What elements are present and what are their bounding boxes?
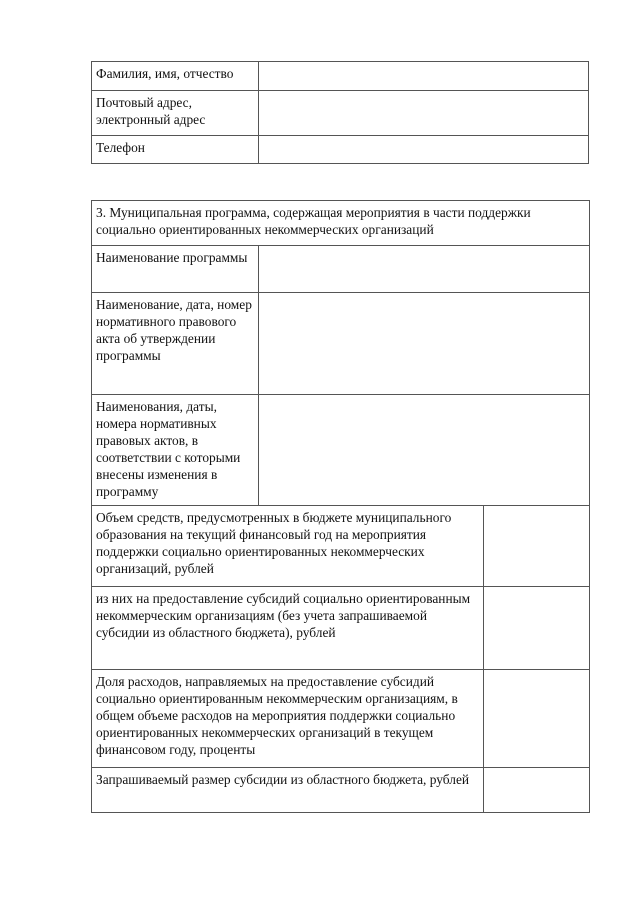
subsidy-share-label: Доля расходов, направляемых на предоставление субсидий социально ориентированным некоммерческим организациям, в общем объеме расходов на мероприятия поддержки социально ориентированных некоммерческих организаций в текущем финансовом году, проценты [92, 670, 484, 768]
address-label: Почтовый адрес, электронный адрес [92, 91, 259, 136]
table-row [92, 768, 590, 813]
table-row [92, 395, 590, 506]
full-name-field[interactable] [259, 62, 589, 91]
approval-act-field[interactable] [259, 293, 590, 395]
table-row [92, 91, 589, 136]
subsidy-funds-label: из них на предоставление субсидий социально ориентированным некоммерческим организациям (без учета запрашиваемой субсидии из областного бюджета), рублей [92, 587, 484, 670]
table-row [92, 670, 590, 768]
budget-funds-field[interactable] [484, 506, 590, 587]
program-name-label: Наименование программы [92, 246, 259, 293]
full-name-label: Фамилия, имя, отчество [92, 62, 259, 91]
amendment-acts-field[interactable] [259, 395, 590, 506]
requested-subsidy-field[interactable] [484, 768, 590, 813]
table-row [92, 62, 589, 91]
requested-subsidy-label: Запрашиваемый размер субсидии из областного бюджета, рублей [92, 768, 484, 813]
contact-info-table [91, 61, 589, 164]
subsidy-share-field[interactable] [484, 670, 590, 768]
table-row [92, 587, 590, 670]
phone-label: Телефон [92, 136, 259, 164]
table-row [92, 201, 590, 246]
phone-field[interactable] [259, 136, 589, 164]
approval-act-label: Наименование, дата, номер нормативного правового акта об утверждении программы [92, 293, 259, 395]
table-row [92, 246, 590, 293]
program-name-field[interactable] [259, 246, 590, 293]
amendment-acts-label: Наименования, даты, номера нормативных правовых актов, в соответствии с которыми внесены изменения в программу [92, 395, 259, 506]
table-row [92, 506, 590, 587]
municipal-program-table [91, 200, 590, 813]
budget-funds-label: Объем средств, предусмотренных в бюджете муниципального образования на текущий финансовый год на мероприятия поддержки социально ориентированных некоммерческих организаций, рублей [92, 506, 484, 587]
address-field[interactable] [259, 91, 589, 136]
subsidy-funds-field[interactable] [484, 587, 590, 670]
section-heading: 3. Муниципальная программа, содержащая мероприятия в части поддержки социально ориентированных некоммерческих организаций [92, 201, 590, 246]
table-row [92, 293, 590, 395]
table-row [92, 136, 589, 164]
